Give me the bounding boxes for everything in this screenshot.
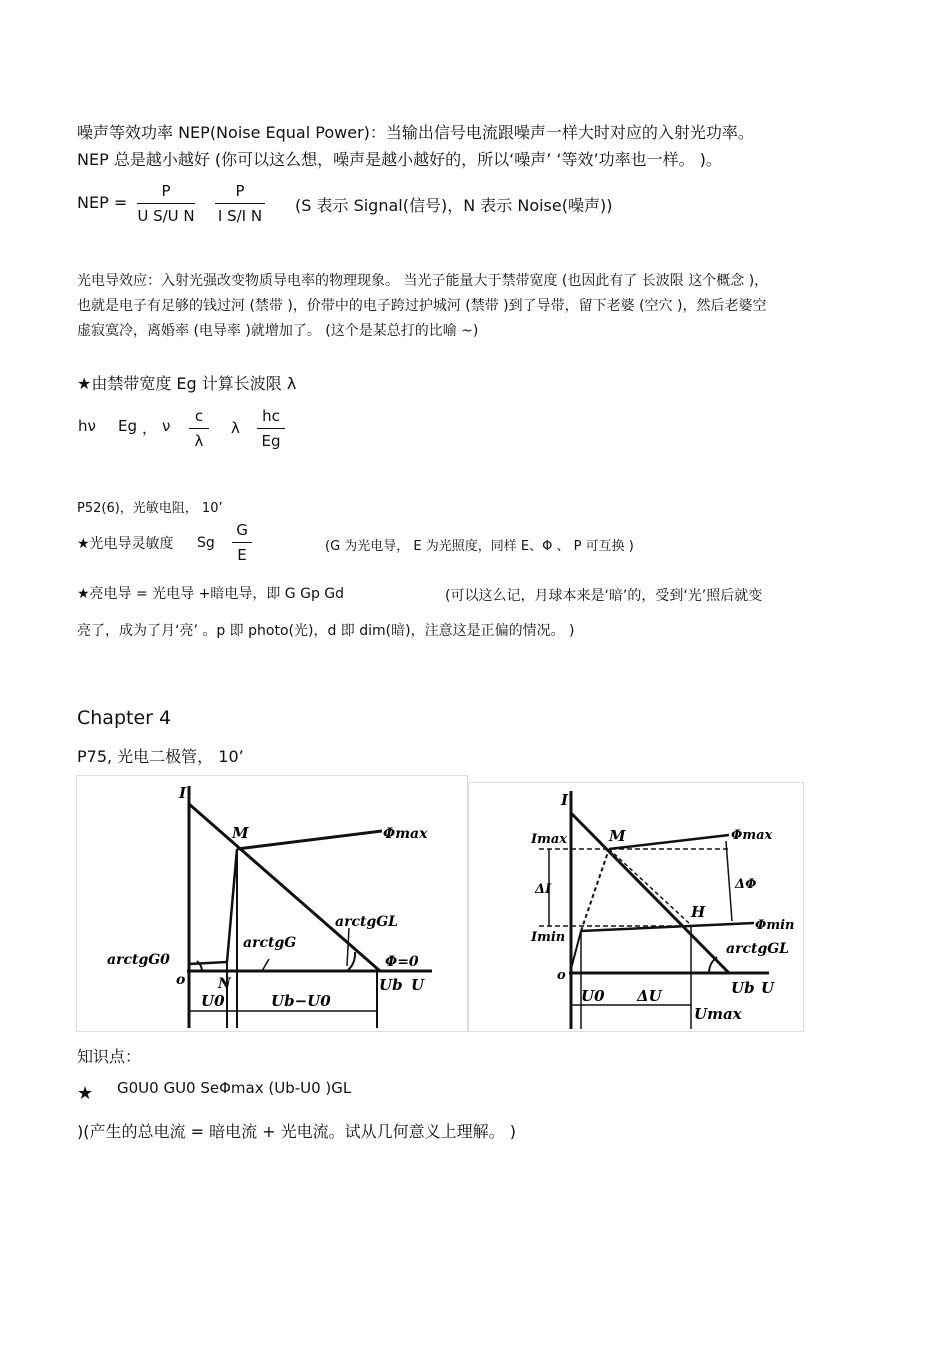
formula-comma: ，: [142, 419, 158, 437]
right-phi-min-curve: [581, 923, 754, 931]
left-arctg-g-pointer: [262, 959, 269, 971]
formula-lambda: λ: [231, 419, 240, 437]
photoconductive-line3: 虚寂寞冷，离婚率 (电导率 )就增加了。 (这个是某总打的比喻 ~): [77, 323, 479, 339]
nep-fraction-1: [137, 182, 195, 225]
figure-left-iv-load-line: [76, 775, 468, 1032]
left-label-o: o: [176, 972, 186, 988]
knowledge-formula: G0U0 GU0 SeΦmax (Ub-U0 )GL: [117, 1079, 352, 1097]
knowledge-explanation: )(产生的总电流 = 暗电流 + 光电流。试从几何意义上理解。 ): [77, 1122, 516, 1141]
formula-eg: Eg: [118, 417, 137, 435]
sensitivity-note: (G 为光电导， E 为光照度，同样 E、Φ 、 P 可互换 ): [325, 539, 634, 554]
right-label-H: H: [691, 903, 706, 921]
right-label-delta-u: ΔU: [637, 987, 662, 1005]
right-label-delta-i: ΔI: [535, 882, 552, 897]
right-label-M: M: [609, 827, 626, 845]
right-label-imax: Imax: [531, 832, 568, 847]
nep-definition-line1: 噪声等效功率 NEP(Noise Equal Power)：当输出信号电流跟噪声一样大时对应的入射光功率。: [77, 123, 754, 142]
right-rising-curve-dashed: [581, 849, 609, 931]
sensitivity-sg: Sg: [197, 535, 215, 551]
formula-hv: hν: [78, 417, 96, 435]
left-label-arctg-gl: arctgGL: [335, 914, 399, 930]
lambda-denominator: λ: [194, 432, 204, 450]
fraction-c-over-lambda: [189, 407, 209, 450]
fraction-hc-over-eg: [257, 407, 285, 450]
hc-numerator: hc: [257, 407, 285, 429]
nep-frac1-denominator: U S/U N: [137, 207, 195, 225]
p52-reference: P52(6)，光敏电阻， 10’: [77, 501, 223, 516]
right-label-u0: U0: [581, 987, 605, 1005]
right-m-to-h-dashed: [609, 849, 691, 925]
sensitivity-label: ★光电导灵敏度: [77, 536, 174, 552]
left-label-arctg-g: arctgG: [243, 935, 297, 951]
fraction-g-over-e: [232, 521, 252, 564]
eg-denominator: Eg: [261, 432, 281, 450]
c-numerator: c: [189, 407, 209, 429]
left-g0-line: [189, 962, 227, 964]
left-rising-curve: [227, 849, 237, 962]
left-label-N: N: [218, 976, 231, 992]
left-label-I: I: [179, 784, 187, 802]
wavelength-heading: ★由禁带宽度 Eg 计算长波限 λ: [77, 374, 297, 393]
right-label-o: o: [557, 968, 566, 983]
g-numerator: G: [232, 521, 252, 543]
formula-nu: ν: [162, 417, 171, 435]
left-arctg-gl-pointer: [347, 928, 349, 966]
left-label-arctg-g0: arctgG0: [107, 952, 170, 968]
photoconductive-line2: 也就是电子有足够的钱过河 (禁带 )，价带中的电子跨过护城河 (禁带 )到了导带，留下老婆 (空穴 )，然后老婆空: [77, 298, 767, 314]
nep-frac1-numerator: P: [137, 182, 195, 204]
left-label-u0: U0: [201, 992, 225, 1010]
left-label-phi-zero: Φ=0: [385, 954, 419, 970]
right-label-arctg-gl: arctgGL: [726, 941, 790, 957]
figure-left-svg: [77, 776, 467, 1031]
nep-definition-line2: NEP 总是越小越好 (你可以这么想，噪声是越小越好的，所以‘噪声’ ‘等效’功率也一样。 )。: [77, 150, 722, 169]
nep-frac2-denominator: I S/I N: [217, 207, 263, 225]
left-label-phi-max: Φmax: [383, 826, 428, 842]
right-label-phi-min: Φmin: [755, 918, 795, 933]
chapter-reference: P75, 光电二极管， 10’: [77, 747, 244, 766]
bright-conductance-note: (可以这么记，月球本来是‘暗’的，受到‘光’照后就变: [445, 588, 763, 604]
left-label-U: U: [411, 976, 425, 994]
photoconductive-line1: 光电导效应：入射光强改变物质导电率的物理现象。 当光子能量大于禁带宽度 (也因此有了 长波限 这个概念 )，: [77, 273, 769, 289]
nep-formula-note: (S 表示 Signal(信号)，N 表示 Noise(噪声)): [295, 196, 613, 215]
nep-formula-label: NEP =: [77, 193, 128, 212]
left-label-M: M: [232, 824, 249, 842]
figure-right-iv-range: [468, 782, 804, 1032]
bright-conductance-formula: ★亮电导 = 光电导 +暗电导，即 G Gp Gd: [77, 586, 345, 602]
right-label-U: U: [761, 979, 775, 997]
left-label-ub-minus-u0: Ub−U0: [271, 992, 331, 1010]
right-label-phi-max: Φmax: [731, 828, 773, 843]
right-phi-max-curve: [609, 835, 729, 849]
left-phi-max-curve: [237, 831, 382, 849]
right-label-umax: Umax: [694, 1005, 742, 1023]
figure-right-svg: [469, 783, 803, 1031]
left-label-ub: Ub: [379, 976, 403, 994]
right-label-delta-phi: ΔΦ: [735, 877, 757, 892]
right-label-ub: Ub: [731, 979, 755, 997]
right-label-I: I: [561, 791, 569, 809]
bright-conductance-line2: 亮了，成为了月‘亮’ 。p 即 photo(光)，d 即 dim(暗)，注意这是正偏的情况。 ): [77, 623, 575, 639]
nep-fraction-2: [215, 182, 265, 225]
right-label-imin: Imin: [531, 930, 566, 945]
right-delta-phi-line: [726, 841, 732, 921]
chapter-title: Chapter 4: [77, 707, 172, 729]
knowledge-heading: 知识点：: [77, 1047, 142, 1066]
knowledge-star-icon: ★: [77, 1083, 94, 1104]
e-denominator: E: [237, 546, 247, 564]
nep-frac2-numerator: P: [215, 182, 265, 204]
